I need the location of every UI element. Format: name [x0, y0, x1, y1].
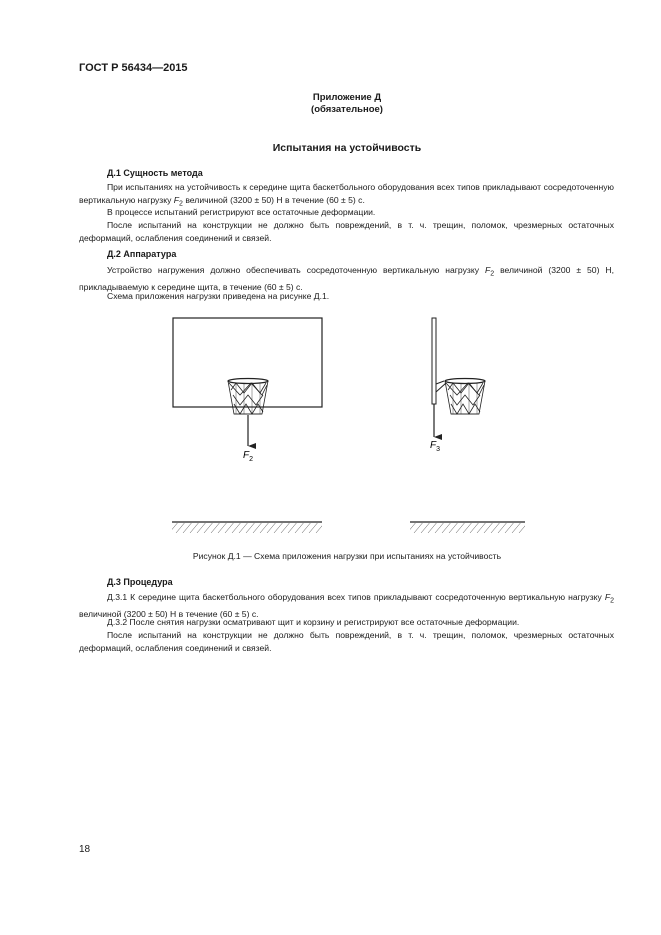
section-d2-paragraph-2: Схема приложения нагрузки приведена на рисунке Д.1.	[107, 291, 330, 301]
section-d3-paragraph-2: Д.3.2 После снятия нагрузки осматривают щит и корзину и регистрируют все остаточные деформации.	[107, 617, 520, 627]
page-number: 18	[79, 844, 91, 855]
side-view-ground	[410, 522, 525, 533]
section-d1-paragraph-2: В процессе испытаний регистрируют все остаточные деформации.	[107, 207, 376, 217]
section-title: Испытания на устойчивость	[272, 142, 422, 154]
document-code: ГОСТ Р 56434—2015	[79, 62, 188, 74]
section-d1-heading: Д.1 Сущность метода	[107, 168, 203, 178]
side-view-basket-icon	[445, 379, 485, 415]
section-d1-paragraph-1: При испытаниях на устойчивость к середине щита баскетбольного оборудования всех типов прикладывают сосредоточенную вертикальную нагрузку $F_2$ величиной (3200 ± 50) Н в течение (60 ± 5) с.	[79, 182, 614, 208]
front-view-ground	[172, 522, 322, 533]
section-d2-paragraph-1: Устройство нагружения должно обеспечивать сосредоточенную вертикальную нагрузку $F_2$ величиной (3200 ± 50) Н, прикладываемую к середине щита, в течение (60 ± 5) с.	[79, 265, 614, 293]
section-d3-heading: Д.3 Процедура	[107, 577, 173, 587]
appendix-status: (обязательное)	[311, 104, 383, 115]
side-force-label: $F_3$	[430, 440, 441, 453]
section-d3-paragraph-3: После испытаний на конструкции не должно быть повреждений, в т. ч. трещин, поломок, чрезмерных остаточных деформаций, ослабления соединений и связей.	[79, 630, 614, 653]
figure-caption: Рисунок Д.1 — Схема приложения нагрузки при испытаниях на устойчивость	[192, 551, 502, 561]
front-view-backboard	[173, 318, 322, 407]
side-view-backboard	[432, 318, 446, 404]
section-d2-heading: Д.2 Аппаратура	[107, 249, 177, 259]
section-d1-paragraph-3: После испытаний на конструкции не должно быть повреждений, в т. ч. трещин, поломок, чрезмерных остаточных деформаций, ослабления соединений и связей.	[79, 220, 614, 243]
front-force-label: $F_2$	[243, 450, 254, 463]
front-view-basket-icon	[228, 379, 268, 415]
appendix-label: Приложение Д	[312, 92, 382, 103]
section-d3-paragraph-1: Д.3.1 К середине щита баскетбольного оборудования всех типов прикладывают сосредоточенную вертикальную нагрузку $F_2$ величиной (3200 ± 50) Н в течение (60 ± 5) с.	[79, 592, 614, 620]
